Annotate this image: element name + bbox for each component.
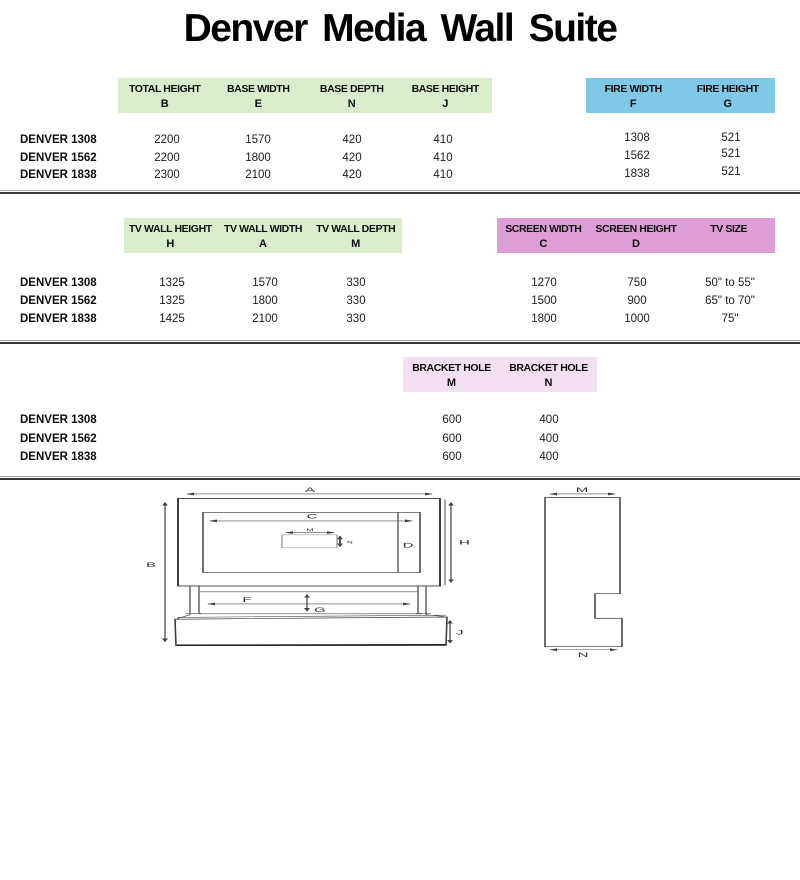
cell-tv-size: 75" — [721, 313, 739, 325]
column-header-label: BRACKET HOLE — [412, 362, 491, 374]
column-header-letter: N — [347, 98, 356, 110]
dim-label-side-m: M — [575, 486, 589, 494]
cell-bracket-hole-n: 400 — [539, 414, 559, 426]
cell-base-depth: 420 — [342, 169, 362, 181]
cell-total-height: 2300 — [154, 169, 180, 181]
cell-screen-width: 1500 — [531, 295, 557, 307]
dim-label-c: C — [306, 512, 318, 521]
dim-label-f: F — [242, 596, 252, 604]
cell-total-height: 2200 — [154, 134, 180, 146]
cell-bracket-hole-m: 600 — [442, 414, 462, 426]
cell-screen-height: 1000 — [624, 313, 650, 325]
column-header-label: TOTAL HEIGHT — [128, 83, 201, 95]
dimension-diagram — [0, 485, 800, 880]
section-divider — [0, 190, 800, 194]
column-header-label: SCREEN WIDTH — [505, 223, 582, 235]
column-header-screen-height — [590, 218, 683, 253]
column-header-letter: M — [351, 238, 361, 250]
cell-fire-height: 521 — [721, 132, 741, 144]
dim-label-bracket-n: N — [346, 540, 353, 545]
cell-bracket-hole-m: 600 — [442, 433, 462, 445]
cell-tv-wall-width: 1800 — [252, 295, 278, 307]
side-view-labels — [576, 486, 589, 658]
column-header-letter: G — [723, 98, 733, 110]
cell-base-depth: 420 — [342, 134, 362, 146]
column-header-letter: H — [166, 238, 175, 250]
model-label: DENVER 1308 — [20, 134, 97, 146]
column-header-bracket-hole-n — [500, 357, 597, 392]
column-header-label: TV WALL DEPTH — [316, 223, 396, 235]
cell-tv-wall-depth: 330 — [346, 295, 366, 307]
column-header-label: BRACKET HOLE — [509, 362, 588, 374]
column-header-label: BASE WIDTH — [227, 83, 290, 95]
cell-tv-wall-width: 2100 — [252, 313, 278, 325]
cell-tv-size: 65" to 70" — [705, 295, 755, 307]
cell-base-depth: 420 — [342, 152, 362, 164]
column-header-base-width — [212, 78, 306, 113]
column-header-letter: E — [254, 98, 262, 110]
column-header-fire-width — [586, 78, 681, 113]
column-header-label: TV SIZE — [710, 223, 748, 235]
dim-label-side-n: N — [577, 651, 589, 659]
column-header-letter: J — [442, 98, 449, 110]
model-label: DENVER 1562 — [20, 152, 97, 164]
column-header-label: TV WALL WIDTH — [224, 223, 303, 235]
model-label: DENVER 1838 — [20, 313, 97, 325]
model-label: DENVER 1308 — [20, 414, 97, 426]
side-profile — [545, 498, 622, 647]
cell-tv-wall-height: 1425 — [159, 313, 185, 325]
column-header-fire-height — [681, 78, 776, 113]
base-outline — [175, 617, 447, 646]
column-header-tv-wall-height — [124, 218, 217, 253]
section-divider — [0, 340, 800, 344]
cell-tv-wall-height: 1325 — [159, 277, 185, 289]
dim-label-h: H — [459, 538, 470, 547]
section-divider — [0, 476, 800, 480]
model-label: DENVER 1562 — [20, 295, 97, 307]
cell-screen-height: 750 — [627, 277, 647, 289]
column-header-label: TV WALL HEIGHT — [128, 223, 212, 235]
model-label: DENVER 1838 — [20, 451, 97, 463]
model-label: DENVER 1838 — [20, 169, 97, 181]
column-header-letter: M — [446, 377, 457, 389]
column-header-tv-size — [682, 218, 775, 253]
cell-screen-width: 1270 — [531, 277, 557, 289]
cell-fire-height: 521 — [721, 148, 741, 160]
base-dims-header-band — [118, 78, 492, 113]
column-header-label: BASE HEIGHT — [411, 83, 479, 95]
column-header-label: SCREEN HEIGHT — [595, 223, 677, 235]
screen-header-band — [497, 218, 775, 253]
column-header-total-height — [118, 78, 212, 113]
screen-opening — [203, 512, 420, 572]
cell-bracket-hole-m: 600 — [442, 451, 462, 463]
column-header-label: BASE DEPTH — [319, 83, 384, 95]
column-header-letter: B — [160, 98, 169, 110]
cell-fire-height: 521 — [721, 166, 741, 178]
cell-fire-width: 1308 — [624, 132, 650, 144]
dim-label-a: A — [305, 486, 315, 494]
model-label: DENVER 1562 — [20, 433, 97, 445]
cell-screen-width: 1800 — [531, 313, 557, 325]
cell-base-height: 410 — [433, 169, 453, 181]
cell-base-height: 410 — [433, 152, 453, 164]
cell-tv-wall-height: 1325 — [159, 295, 185, 307]
column-header-letter: D — [632, 238, 640, 250]
dim-label-g: G — [314, 606, 326, 614]
cell-screen-height: 900 — [627, 295, 647, 307]
model-label: DENVER 1308 — [20, 277, 97, 289]
cell-total-height: 2200 — [154, 152, 180, 164]
page-title: Denver Media Wall Suite — [183, 7, 617, 50]
dim-label-d: D — [402, 541, 414, 550]
cell-bracket-hole-n: 400 — [539, 433, 559, 445]
column-header-label: FIRE HEIGHT — [696, 83, 759, 95]
cell-base-height: 410 — [433, 134, 453, 146]
cell-bracket-hole-n: 400 — [539, 451, 559, 463]
cell-base-width: 1800 — [245, 152, 271, 164]
column-header-tv-wall-depth — [309, 218, 402, 253]
cell-tv-wall-depth: 330 — [346, 277, 366, 289]
tv-wall-header-band — [124, 218, 402, 253]
cell-fire-width: 1562 — [624, 150, 650, 162]
dim-label-b: B — [146, 561, 156, 569]
column-header-letter: N — [544, 377, 553, 389]
bracket-plate — [282, 535, 337, 548]
dim-label-bracket-m: M — [306, 527, 314, 532]
base-flare-left — [177, 615, 190, 619]
column-header-letter: A — [259, 238, 267, 250]
cell-tv-wall-depth: 330 — [346, 313, 366, 325]
column-header-bracket-hole-m — [403, 357, 500, 392]
column-header-label: FIRE WIDTH — [604, 83, 662, 95]
column-header-base-height — [399, 78, 493, 113]
dim-label-j: J — [456, 628, 464, 637]
column-header-base-depth — [305, 78, 399, 113]
cell-fire-width: 1838 — [624, 168, 650, 180]
side-view — [545, 494, 622, 650]
cell-base-width: 2100 — [245, 169, 271, 181]
column-header-letter: C — [539, 238, 548, 250]
column-header-letter: F — [629, 98, 637, 110]
bracket-hole-header-band — [403, 357, 597, 392]
column-header-screen-width — [497, 218, 590, 253]
cell-base-width: 1570 — [245, 134, 271, 146]
cell-tv-size: 50" to 55" — [705, 277, 755, 289]
fire-dims-header-band — [586, 78, 775, 113]
column-header-tv-wall-width — [217, 218, 310, 253]
cell-tv-wall-width: 1570 — [252, 277, 278, 289]
